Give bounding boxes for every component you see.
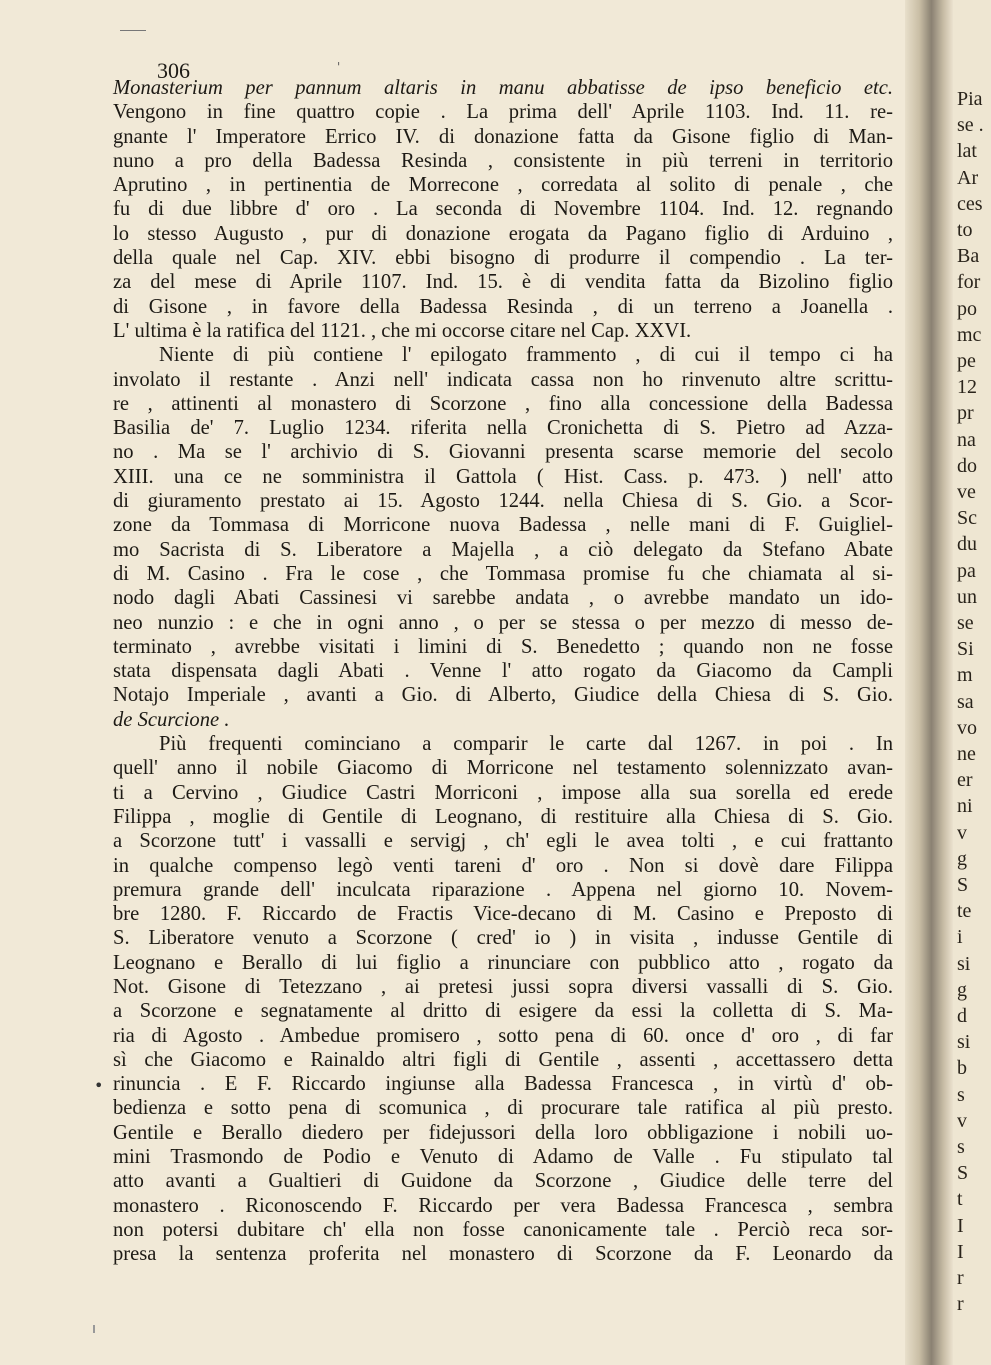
text-line: Notajo Imperiale , avanti a Gio. di Alberto, Giudice della Chiesa di S. Gio. xyxy=(113,684,893,707)
book-page-right-edge xyxy=(953,0,991,1365)
text-line: neo nunzio : e che in ogni anno , o per se stessa o per mezzo di messo de- xyxy=(113,611,893,634)
right-page-fragment: d xyxy=(957,1005,967,1027)
text-line: premura grande dell' inculcata riparazione . Appena nel giorno 10. Novem- xyxy=(113,878,893,901)
right-page-fragment: b xyxy=(957,1057,967,1080)
right-page-fragment: pe xyxy=(957,350,976,372)
right-page-fragment: ni xyxy=(957,795,973,818)
text-line: Basilia de' 7. Luglio 1234. riferita nella Cronichetta di S. Pietro ad Azza- xyxy=(113,417,893,440)
text-line: quell' anno il nobile Giacomo di Morricone nel testamento solennizzato avan- xyxy=(113,757,893,780)
text-line: gnante l' Imperatore Errico IV. di donazione fatta da Gisone figlio di Man- xyxy=(113,125,893,148)
text-line: nodo dagli Abati Cassinesi vi sarebbe andata , o avrebbe mandato un ido- xyxy=(113,587,893,610)
right-page-fragment: Pia xyxy=(957,88,983,110)
right-page-fragment: ve xyxy=(957,481,976,503)
right-page-fragment: do xyxy=(957,454,977,477)
text-line: stata dispensata dagli Abati . Venne l' atto rogato da Giacomo da Campli xyxy=(113,660,893,683)
text-line: in qualche compenso legò venti tareni d' oro . Non si dovè dare Filippa xyxy=(113,854,893,877)
text-line: Monasterium per pannum altaris in manu abbatisse de ipso beneficio etc. xyxy=(113,77,893,99)
text-line: bedienza e sotto pena di scomunica , di procurare tale ratifica al più presto. xyxy=(113,1097,893,1120)
right-page-fragment: Ar xyxy=(957,166,979,189)
right-page-fragment: g xyxy=(957,847,967,870)
page-number: 306 xyxy=(157,58,190,83)
text-line: lo stesso Augusto , pur di donazione erogata da Pagano figlio di Arduino , xyxy=(113,222,893,245)
right-page-fragment: v xyxy=(957,1109,967,1132)
right-page-fragment: s xyxy=(957,1083,965,1106)
right-page-fragment: si xyxy=(957,952,971,975)
right-page-fragment: sa xyxy=(957,690,974,713)
text-line: Gentile e Berallo diedero per fidejussori della loro obbligazione i nobili uo- xyxy=(113,1121,893,1144)
text-line: zone da Tommasa di Morricone nuova Badessa , nelle mani di F. Guigliel- xyxy=(113,514,893,537)
right-page-fragment: pa xyxy=(957,559,976,582)
header-mark: ' xyxy=(337,60,341,74)
text-line: monastero . Riconoscendo F. Riccardo per vera Badessa Francesca , sembra xyxy=(113,1194,893,1217)
text-line: Leognano e Berallo di lui figlio a rinunciare con pubblico atto , rogato da xyxy=(113,951,893,974)
right-page-fragment: v xyxy=(957,821,967,844)
right-page-fragment: I xyxy=(957,1240,964,1263)
text-line: a Scorzone e segnatamente al dritto di esigere da essi la colletta di S. Ma- xyxy=(113,1000,893,1023)
right-page-fragment: po xyxy=(957,297,977,320)
right-page-fragment: du xyxy=(957,533,977,556)
body-text xyxy=(113,76,893,1267)
text-line: terminato , avrebbe visitati i limini di S. Benedetto ; quando non ne fosse xyxy=(113,635,893,658)
right-page-fragment: lat xyxy=(957,140,977,163)
text-line: bre 1280. F. Riccardo de Fractis Vice-decano di M. Casino e Preposto di xyxy=(113,903,893,926)
text-line: di Gisone , in favore della Badessa Resinda , di un terreno a Joanella . xyxy=(113,295,893,318)
right-page-fragment: vo xyxy=(957,716,977,739)
text-line: Aprutino , in pertinentia de Morrecone , corredata al solito di penale , che xyxy=(113,174,893,197)
right-page-fragment: te xyxy=(957,900,972,923)
right-page-fragment: I xyxy=(957,1214,964,1237)
text-line: nuno a pro della Badessa Resinda , consistente in più terreni in territorio xyxy=(113,149,893,172)
text-line: della quale nel Cap. XIV. ebbi bisogno di produrre il compendio . La ter- xyxy=(113,247,893,270)
book-gutter xyxy=(905,0,953,1365)
right-page-fragment: i xyxy=(957,926,963,949)
right-page-fragment: si xyxy=(957,1031,971,1054)
text-line: atto avanti a Gualtieri di Guidone da Scorzone , Giudice delle terre del xyxy=(113,1170,893,1193)
right-page-fragment: se xyxy=(957,612,974,634)
text-line: Vengono in fine quattro copie . La prima dell' Aprile 1103. Ind. 11. re- xyxy=(113,101,893,124)
right-page-fragment: t xyxy=(957,1188,963,1211)
text-line: XIII. una ce ne somministra il Gattola ( Hist. Cass. p. 473. ) nell' atto xyxy=(113,465,893,488)
text-line: Niente di più contiene l' epilogato frammento , di cui il tempo ci ha xyxy=(159,344,893,367)
text-line: di giuramento prestato ai 15. Agosto 1244. nella Chiesa di S. Gio. a Scor- xyxy=(113,490,893,513)
text-line: L' ultima è la ratifica del 1121. , che mi occorse citare nel Cap. XXVI. xyxy=(113,319,692,342)
right-page-fragment: Ba xyxy=(957,245,980,268)
right-page-fragment: s xyxy=(957,1136,965,1158)
text-line: sì che Giacomo e Rainaldo altri figli di Gentile , assenti , accettassero detta xyxy=(113,1048,893,1071)
margin-tick xyxy=(93,1325,95,1333)
right-page-fragment: g xyxy=(957,978,967,1001)
right-page-fragment: na xyxy=(957,428,976,451)
text-line: Filippa , moglie di Gentile di Leognano, di restituire alla Chiesa di S. Gio. xyxy=(113,805,893,828)
right-page-fragment: r xyxy=(957,1267,964,1289)
right-page-fragment: m xyxy=(957,664,973,687)
right-page-fragment: ne xyxy=(957,743,976,765)
text-line: za del mese di Aprile 1107. Ind. 15. è di vendita fatta da Bizolino figlio xyxy=(113,271,893,294)
right-page-fragment: Si xyxy=(957,638,974,661)
text-line: rinuncia . E F. Riccardo ingiunse alla Badessa Francesca , in virtù d' ob- xyxy=(113,1073,893,1096)
text-line: ti a Cervino , Giudice Castri Morriconi , impose alla sua sorella ed erede xyxy=(113,781,893,804)
right-page-fragment: S xyxy=(957,1162,969,1185)
header-rule xyxy=(120,30,146,31)
right-page-fragment: to xyxy=(957,219,973,241)
text-line: no . Ma se l' archivio di S. Giovanni presenta scarse memorie del secolo xyxy=(113,441,893,464)
right-page-fragment: er xyxy=(957,769,973,792)
text-line: a Scorzone tutt' i vassalli e servigj , ch' egli le avea tolti , e cui frattanto xyxy=(113,830,893,853)
right-page-fragment: un xyxy=(957,585,977,608)
right-page-fragment: r xyxy=(957,1293,964,1316)
right-page-fragment: S xyxy=(957,874,969,896)
text-line: re , attinenti al monastero di Scorzone , fino alla concessione della Badessa xyxy=(113,392,893,415)
right-page-fragment: Sc xyxy=(957,507,977,530)
margin-mark: • xyxy=(94,1076,104,1095)
right-page-fragment: pr xyxy=(957,402,974,425)
text-line: ria di Agosto . Ambedue promisero , sotto pena di 60. once d' oro , di far xyxy=(113,1024,893,1047)
right-page-fragment: mc xyxy=(957,323,982,346)
text-line: fu di due libbre d' oro . La seconda di Novembre 1104. Ind. 12. regnando xyxy=(113,198,893,221)
text-line: presa la sentenza proferita nel monastero di Scorzone da F. Leonardo da xyxy=(113,1243,893,1266)
right-page-fragment: for xyxy=(957,271,981,294)
text-line: involato il restante . Anzi nell' indicata cassa non ho rinvenuto altre scrittu- xyxy=(113,368,893,391)
text-line: non potersi dubitare ch' ella non fosse canonicamente tale . Perciò reca sor- xyxy=(113,1218,893,1241)
text-line: Not. Gisone di Tetezzano , ai pretesi jussi sopra diversi vassalli di S. Gio. xyxy=(113,975,893,998)
text-line: mo Sacrista di S. Liberatore a Majella , a ciò delegato da Stefano Abate xyxy=(113,538,893,561)
right-page-fragment: 12 xyxy=(957,376,977,399)
text-line: Più frequenti cominciano a comparir le carte dal 1267. in poi . In xyxy=(159,733,893,756)
text-line: S. Liberatore venuto a Scorzone ( cred' io ) in visita , indusse Gentile di xyxy=(113,927,893,950)
text-line: mini Trasmondo de Podio e Venuto di Adamo de Valle . Fu stipulato tal xyxy=(113,1146,893,1169)
text-line: de Scurcione . xyxy=(113,708,230,731)
right-page-fragment: se . xyxy=(957,114,984,137)
right-page-fragment: ces xyxy=(957,192,983,215)
text-line: di M. Casino . Fra le cose , che Tommasa promise fu che chiamata al si- xyxy=(113,562,893,585)
